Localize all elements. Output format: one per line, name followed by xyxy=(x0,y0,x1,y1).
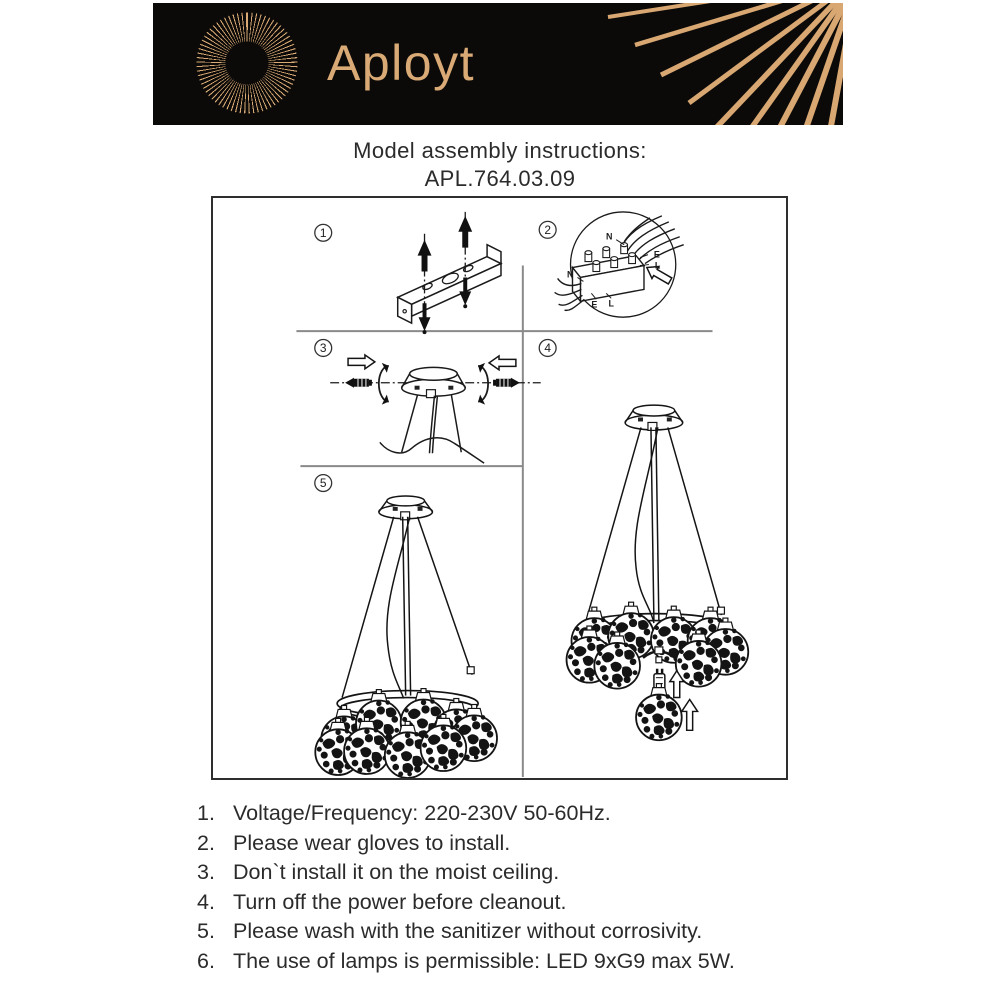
wire-label-n: N xyxy=(567,269,574,280)
screw-icon xyxy=(345,378,372,388)
step-2-number: 2 xyxy=(544,222,551,237)
instruction-list xyxy=(197,799,735,977)
step4-chandelier-drawing xyxy=(567,405,749,740)
brand-banner xyxy=(153,3,843,125)
step3-canopy-drawing xyxy=(330,355,541,463)
up-arrow-icon xyxy=(682,700,698,731)
push-arrow-icon xyxy=(348,355,375,369)
model-number: APL.764.03.09 xyxy=(424,166,576,191)
step-4-number: 4 xyxy=(544,341,551,356)
instruction-item: 1. Voltage/Frequency: 220-230V 50-60Hz. xyxy=(197,801,611,825)
instruction-item: 3. Don`t install it on the moist ceiling. xyxy=(197,860,560,885)
wire-label-n: N xyxy=(606,231,613,242)
step1-bracket-drawing xyxy=(398,212,501,334)
wire-label-e: E xyxy=(591,299,598,310)
step-3-number: 3 xyxy=(319,341,327,356)
step-5-number: 5 xyxy=(319,476,327,491)
wire-label-l: L xyxy=(608,298,614,309)
up-arrow-icon xyxy=(418,240,432,272)
page-title: Model assembly instructions: xyxy=(353,138,647,163)
screw-icon xyxy=(493,378,520,388)
rotate-arrow-icon xyxy=(478,363,488,405)
brand-wordmark: Aployt xyxy=(327,35,475,91)
corner-rays-icon xyxy=(153,3,843,125)
step-numbers xyxy=(315,221,556,491)
step-1-number: 1 xyxy=(319,225,327,240)
step2-wiring-drawing xyxy=(555,212,684,317)
title-block xyxy=(0,137,1000,193)
instruction-item: 2. Please wear gloves to install. xyxy=(197,830,511,855)
instruction-item: 5. Please wash with the sanitizer without corrosivity. xyxy=(197,919,703,944)
wire-label-l: L xyxy=(654,260,661,271)
push-arrow-icon xyxy=(489,356,516,370)
rotate-arrow-icon xyxy=(379,363,389,405)
instruction-item: 6. The use of lamps is permissible: LED 9xG9 max 5W. xyxy=(197,948,735,973)
step5-chandelier-drawing xyxy=(315,496,497,778)
wire-label-e: E xyxy=(653,249,660,260)
up-arrow-icon xyxy=(458,216,472,248)
instruction-item: 4. Turn off the power before cleanout. xyxy=(197,889,567,914)
assembly-diagram xyxy=(211,196,788,780)
